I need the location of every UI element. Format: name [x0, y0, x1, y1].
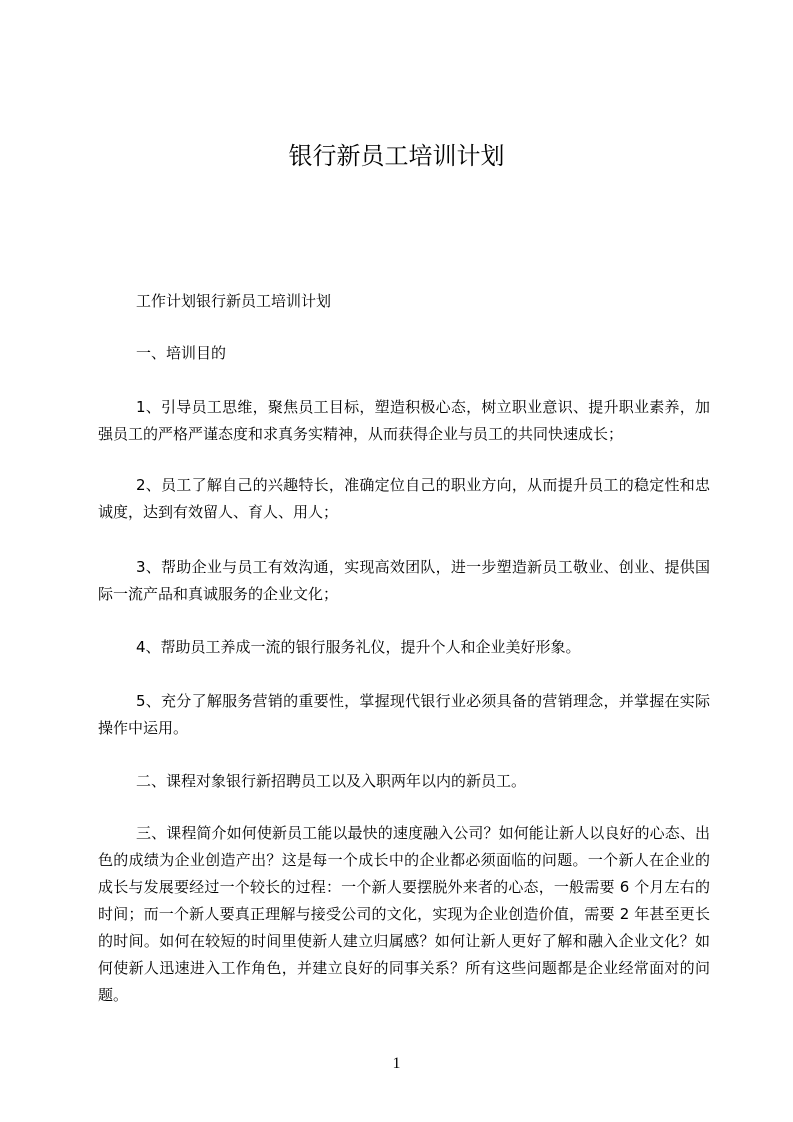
document-title: 银行新员工培训计划 [288, 142, 505, 170]
paragraph-purpose-5: 5、充分了解服务营销的重要性，掌握现代银行业必须具备的营销理念，并掌握在实际操作中运用。 [98, 692, 710, 737]
section-course-introduction: 三、课程简介如何使新员工能以最快的速度融入公司？如何能让新人以良好的心态、出色的成绩为企业创造产出？这是每一个成长中的企业都必须面临的问题。一个新人在企业的成长与发展要经过一个较长的过程：一个新人要摆脱外来者的心态，一般需要 6 个月左右的时间；而一个新人要真正理解与接受公司的文化，实现为企业创造价值，需要 2 年甚至更长的时间。如何在较短的时间里使新人建立归属感？如何让新人更好了解和融入企业文化？如何使新人迅速进入工作角色，并建立良好的同事关系？所有这些问题都是企业经常面对的问题。 [98, 824, 710, 1004]
paragraph-purpose-2: 2、员工了解自己的兴趣特长，准确定位自己的职业方向，从而提升员工的稳定性和忠诚度，达到有效留人、育人、用人； [98, 476, 710, 521]
paragraph-purpose-3: 3、帮助企业与员工有效沟通，实现高效团队，进一步塑造新员工敬业、创业、提供国际一流产品和真诚服务的企业文化； [98, 558, 710, 603]
paragraph-subtitle: 工作计划银行新员工培训计划 [136, 292, 332, 310]
paragraph-purpose-4: 4、帮助员工养成一流的银行服务礼仪，提升个人和企业美好形象。 [136, 638, 581, 656]
section-heading-course-audience: 二、课程对象银行新招聘员工以及入职两年以内的新员工。 [136, 772, 527, 790]
paragraph-purpose-1: 1、引导员工思维，聚焦员工目标，塑造积极心态，树立职业意识、提升职业素养，加强员工的严格严谨态度和求真务实精神，从而获得企业与员工的共同快速成长； [98, 398, 710, 443]
section-heading-training-purpose: 一、培训目的 [136, 344, 227, 362]
page-number: 1 [392, 1055, 401, 1072]
